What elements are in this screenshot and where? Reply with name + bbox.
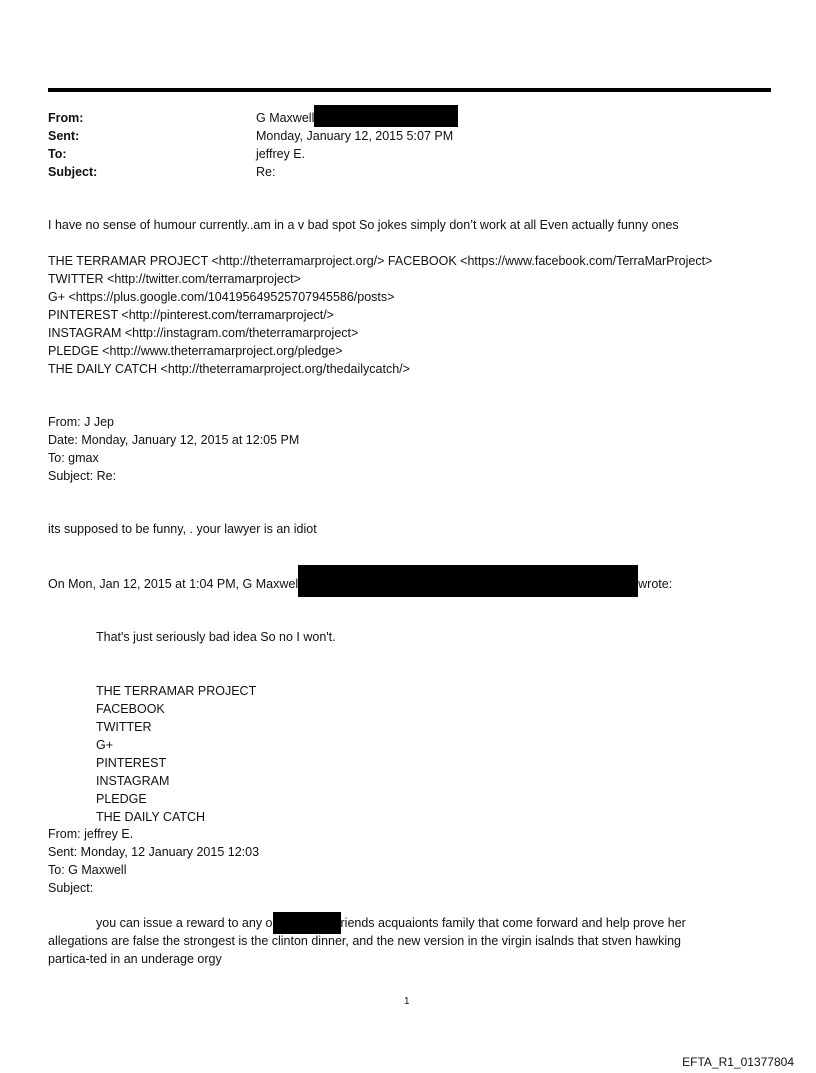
links-block-1 [48,252,712,378]
document-id: EFTA_R1_01377804 [682,1055,794,1069]
sent-value: Monday, January 12, 2015 5:07 PM [256,129,454,143]
redaction-box [273,912,341,934]
header-rule [48,88,771,92]
quoted-header-line: From: J Jep [48,415,114,429]
quoted-header-line: From: jeffrey E. [48,827,134,841]
quoted-header-line: To: gmax [48,451,99,465]
sent-row [48,127,458,145]
on-wrote-line [48,575,672,597]
link-line: INSTAGRAM <http://instagram.com/theterramarproject> [48,326,359,340]
link-line: THE DAILY CATCH [96,810,206,824]
from-label: From: [48,111,84,125]
on-wrote-suffix: wrote: [638,577,673,591]
email-header [48,109,458,181]
quoted-header-2 [48,825,259,897]
link-line: G+ [96,738,114,752]
link-line: THE TERRAMAR PROJECT <http://theterramarproject.org/> FACEBOOK <https://www.facebook.com/TerraMarProject> [48,254,713,268]
subject-value: Re: [256,165,276,179]
link-line: PINTEREST <http://pinterest.com/terramarproject/> [48,308,334,322]
sent-label: Sent: [48,129,80,143]
link-line: PLEDGE [96,792,147,806]
link-line: FACEBOOK [96,702,165,716]
final-para-line: allegations are false the strongest is the clinton dinner, and the new version in the virgin isalnds that stven hawking [48,934,682,948]
redaction-box [298,565,638,597]
link-line: G+ <https://plus.google.com/104195649525707945586/posts> [48,290,395,304]
on-wrote-prefix: On Mon, Jan 12, 2015 at 1:04 PM, G Maxwel [48,577,299,591]
quoted-header-line: Subject: Re: [48,469,117,483]
link-line: THE DAILY CATCH <http://theterramarproject.org/thedailycatch/> [48,362,410,376]
subject-row [48,163,458,181]
link-line: THE TERRAMAR PROJECT [96,684,257,698]
quoted-body: That's just seriously bad idea So no I won't. [96,630,336,644]
quoted-header-line: Sent: Monday, 12 January 2015 12:03 [48,845,260,859]
to-row [48,145,458,163]
link-line: PINTEREST [96,756,167,770]
final-para-line [48,914,686,932]
to-value: jeffrey E. [256,147,306,161]
link-line: PLEDGE <http://www.theterramarproject.org/pledge> [48,344,343,358]
final-paragraph [48,914,686,968]
from-value: G Maxwell [256,111,315,125]
link-line: TWITTER [96,720,152,734]
body-line-1: I have no sense of humour currently..am in a v bad spot So jokes simply don’t work at all Even actually funny ones [48,218,679,232]
quoted-header-line: Date: Monday, January 12, 2015 at 12:05 PM [48,433,300,447]
final-para-line: partica-ted in an underage orgy [48,952,222,966]
redaction-box [314,105,458,127]
to-label: To: [48,147,67,161]
final-line-1-prefix: you can issue a reward to any o [96,916,273,930]
links-block-2 [96,682,256,826]
final-line-1-suffix: riends acquaionts family that come forward and help prove her [340,916,686,930]
from-row [48,109,458,127]
link-line: INSTAGRAM [96,774,170,788]
page-number: 1 [404,996,410,1007]
quoted-header-1 [48,413,299,485]
quoted-header-line: Subject: [48,881,94,895]
quoted-header-line: To: G Maxwell [48,863,127,877]
subject-label: Subject: [48,165,98,179]
body-line-2: its supposed to be funny, . your lawyer is an idiot [48,522,317,536]
link-line: TWITTER <http://twitter.com/terramarproject> [48,272,301,286]
